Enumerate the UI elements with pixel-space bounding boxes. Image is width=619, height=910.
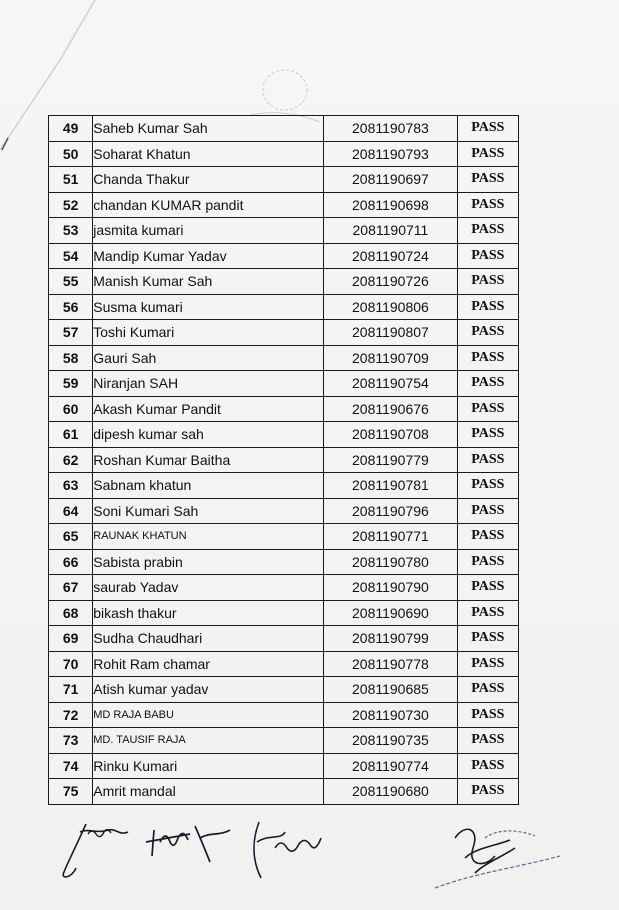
official-seal-signature bbox=[425, 818, 565, 898]
symbol-number-cell: 2081190799 bbox=[324, 626, 458, 652]
serial-number-cell: 71 bbox=[49, 677, 93, 703]
result-status-cell: PASS bbox=[457, 269, 518, 295]
table-row bbox=[49, 600, 519, 626]
serial-number-cell: 69 bbox=[49, 626, 93, 652]
table-row bbox=[49, 575, 519, 601]
serial-number-cell: 52 bbox=[49, 192, 93, 218]
table-row bbox=[49, 422, 519, 448]
result-status-cell: PASS bbox=[457, 447, 518, 473]
student-name-cell: Atish kumar yadav bbox=[93, 677, 324, 703]
serial-number-cell: 65 bbox=[49, 524, 93, 550]
symbol-number-cell: 2081190778 bbox=[324, 651, 458, 677]
result-status-cell: PASS bbox=[457, 345, 518, 371]
result-status-cell: PASS bbox=[457, 498, 518, 524]
serial-number-cell: 74 bbox=[49, 753, 93, 779]
table-row bbox=[49, 294, 519, 320]
serial-number-cell: 62 bbox=[49, 447, 93, 473]
table-row bbox=[49, 549, 519, 575]
table-row bbox=[49, 320, 519, 346]
result-status-cell: PASS bbox=[457, 320, 518, 346]
result-status-cell: PASS bbox=[457, 728, 518, 754]
symbol-number-cell: 2081190771 bbox=[324, 524, 458, 550]
serial-number-cell: 54 bbox=[49, 243, 93, 269]
serial-number-cell: 73 bbox=[49, 728, 93, 754]
table-row bbox=[49, 626, 519, 652]
symbol-number-cell: 2081190774 bbox=[324, 753, 458, 779]
symbol-number-cell: 2081190796 bbox=[324, 498, 458, 524]
serial-number-cell: 63 bbox=[49, 473, 93, 499]
symbol-number-cell: 2081190754 bbox=[324, 371, 458, 397]
signature-3 bbox=[245, 812, 335, 884]
signature-1 bbox=[58, 812, 138, 882]
result-status-cell: PASS bbox=[457, 626, 518, 652]
result-status-cell: PASS bbox=[457, 243, 518, 269]
table-row bbox=[49, 269, 519, 295]
symbol-number-cell: 2081190726 bbox=[324, 269, 458, 295]
symbol-number-cell: 2081190783 bbox=[324, 116, 458, 142]
table-row bbox=[49, 651, 519, 677]
symbol-number-cell: 2081190730 bbox=[324, 702, 458, 728]
student-name-cell: Soni Kumari Sah bbox=[93, 498, 324, 524]
symbol-number-cell: 2081190790 bbox=[324, 575, 458, 601]
student-name-cell: Sabnam khatun bbox=[93, 473, 324, 499]
result-status-cell: PASS bbox=[457, 371, 518, 397]
serial-number-cell: 58 bbox=[49, 345, 93, 371]
result-status-cell: PASS bbox=[457, 677, 518, 703]
student-name-cell: Sudha Chaudhari bbox=[93, 626, 324, 652]
student-name-cell: Rinku Kumari bbox=[93, 753, 324, 779]
table-row bbox=[49, 524, 519, 550]
student-name-cell: Soharat Khatun bbox=[93, 141, 324, 167]
symbol-number-cell: 2081190709 bbox=[324, 345, 458, 371]
serial-number-cell: 49 bbox=[49, 116, 93, 142]
student-name-cell: Mandip Kumar Yadav bbox=[93, 243, 324, 269]
student-name-cell: saurab Yadav bbox=[93, 575, 324, 601]
student-name-cell: Toshi Kumari bbox=[93, 320, 324, 346]
symbol-number-cell: 2081190779 bbox=[324, 447, 458, 473]
table-row bbox=[49, 345, 519, 371]
table-row bbox=[49, 779, 519, 805]
serial-number-cell: 64 bbox=[49, 498, 93, 524]
symbol-number-cell: 2081190781 bbox=[324, 473, 458, 499]
symbol-number-cell: 2081190793 bbox=[324, 141, 458, 167]
table-row bbox=[49, 728, 519, 754]
student-name-cell: Saheb Kumar Sah bbox=[93, 116, 324, 142]
table-row bbox=[49, 447, 519, 473]
symbol-number-cell: 2081190780 bbox=[324, 549, 458, 575]
serial-number-cell: 61 bbox=[49, 422, 93, 448]
student-name-cell: bikash thakur bbox=[93, 600, 324, 626]
result-status-cell: PASS bbox=[457, 549, 518, 575]
table-row bbox=[49, 218, 519, 244]
table-row bbox=[49, 371, 519, 397]
student-name-cell: dipesh kumar sah bbox=[93, 422, 324, 448]
symbol-number-cell: 2081190711 bbox=[324, 218, 458, 244]
result-status-cell: PASS bbox=[457, 294, 518, 320]
student-name-cell: Chanda Thakur bbox=[93, 167, 324, 193]
student-name-cell: jasmita kumari bbox=[93, 218, 324, 244]
student-name-cell: Rohit Ram chamar bbox=[93, 651, 324, 677]
student-name-cell: chandan KUMAR pandit bbox=[93, 192, 324, 218]
result-status-cell: PASS bbox=[457, 192, 518, 218]
serial-number-cell: 59 bbox=[49, 371, 93, 397]
result-status-cell: PASS bbox=[457, 575, 518, 601]
serial-number-cell: 60 bbox=[49, 396, 93, 422]
table-row bbox=[49, 396, 519, 422]
serial-number-cell: 56 bbox=[49, 294, 93, 320]
serial-number-cell: 51 bbox=[49, 167, 93, 193]
symbol-number-cell: 2081190724 bbox=[324, 243, 458, 269]
symbol-number-cell: 2081190735 bbox=[324, 728, 458, 754]
table-row bbox=[49, 753, 519, 779]
result-status-cell: PASS bbox=[457, 422, 518, 448]
result-status-cell: PASS bbox=[457, 524, 518, 550]
result-status-cell: PASS bbox=[457, 167, 518, 193]
result-status-cell: PASS bbox=[457, 600, 518, 626]
student-name-cell: Susma kumari bbox=[93, 294, 324, 320]
serial-number-cell: 68 bbox=[49, 600, 93, 626]
symbol-number-cell: 2081190676 bbox=[324, 396, 458, 422]
result-status-cell: PASS bbox=[457, 116, 518, 142]
results-table bbox=[48, 115, 519, 805]
serial-number-cell: 55 bbox=[49, 269, 93, 295]
student-name-cell: Amrit mandal bbox=[93, 779, 324, 805]
student-name-cell: MD. TAUSIF RAJA bbox=[93, 728, 324, 754]
serial-number-cell: 57 bbox=[49, 320, 93, 346]
result-status-cell: PASS bbox=[457, 218, 518, 244]
table-row bbox=[49, 141, 519, 167]
symbol-number-cell: 2081190685 bbox=[324, 677, 458, 703]
symbol-number-cell: 2081190807 bbox=[324, 320, 458, 346]
symbol-number-cell: 2081190708 bbox=[324, 422, 458, 448]
table-row bbox=[49, 167, 519, 193]
serial-number-cell: 66 bbox=[49, 549, 93, 575]
symbol-number-cell: 2081190690 bbox=[324, 600, 458, 626]
table-row bbox=[49, 192, 519, 218]
student-name-cell: MD RAJA BABU bbox=[93, 702, 324, 728]
result-status-cell: PASS bbox=[457, 753, 518, 779]
table-row bbox=[49, 677, 519, 703]
student-name-cell: Akash Kumar Pandit bbox=[93, 396, 324, 422]
student-name-cell: Roshan Kumar Baitha bbox=[93, 447, 324, 473]
result-status-cell: PASS bbox=[457, 651, 518, 677]
student-name-cell: Niranjan SAH bbox=[93, 371, 324, 397]
student-name-cell: Sabista prabin bbox=[93, 549, 324, 575]
table-row bbox=[49, 243, 519, 269]
student-name-cell: Gauri Sah bbox=[93, 345, 324, 371]
serial-number-cell: 67 bbox=[49, 575, 93, 601]
serial-number-cell: 75 bbox=[49, 779, 93, 805]
symbol-number-cell: 2081190680 bbox=[324, 779, 458, 805]
result-status-cell: PASS bbox=[457, 473, 518, 499]
symbol-number-cell: 2081190698 bbox=[324, 192, 458, 218]
symbol-number-cell: 2081190697 bbox=[324, 167, 458, 193]
serial-number-cell: 53 bbox=[49, 218, 93, 244]
table-row bbox=[49, 498, 519, 524]
result-status-cell: PASS bbox=[457, 396, 518, 422]
table-row bbox=[49, 116, 519, 142]
signature-2 bbox=[140, 812, 240, 872]
table-row bbox=[49, 473, 519, 499]
serial-number-cell: 72 bbox=[49, 702, 93, 728]
result-status-cell: PASS bbox=[457, 779, 518, 805]
serial-number-cell: 50 bbox=[49, 141, 93, 167]
table-row bbox=[49, 702, 519, 728]
student-name-cell: RAUNAK KHATUN bbox=[93, 524, 324, 550]
result-status-cell: PASS bbox=[457, 141, 518, 167]
symbol-number-cell: 2081190806 bbox=[324, 294, 458, 320]
result-status-cell: PASS bbox=[457, 702, 518, 728]
student-name-cell: Manish Kumar Sah bbox=[93, 269, 324, 295]
serial-number-cell: 70 bbox=[49, 651, 93, 677]
